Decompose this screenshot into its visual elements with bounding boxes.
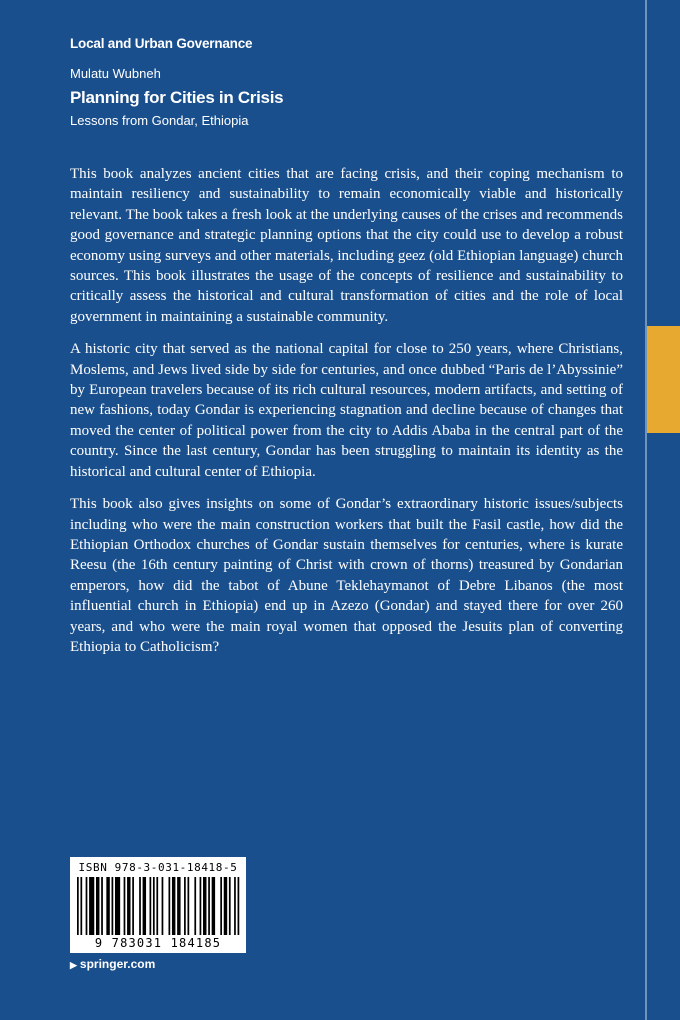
- publisher-link[interactable]: [70, 957, 155, 971]
- barcode-bar: [150, 877, 152, 935]
- barcode-bar: [184, 877, 186, 935]
- author-name: Mulatu Wubneh: [70, 66, 161, 81]
- barcode-bar: [89, 877, 94, 935]
- barcode-bar: [77, 877, 79, 935]
- barcode-bar: [132, 877, 134, 935]
- barcode-bar: [101, 877, 103, 935]
- barcode-bar: [96, 877, 99, 935]
- triangle-arrow-icon: ▶: [70, 960, 77, 970]
- spine-stripe: [645, 0, 647, 1020]
- gold-accent-block: [647, 326, 680, 433]
- isbn-barcode: [70, 857, 246, 953]
- barcode-bar: [168, 877, 170, 935]
- barcode-bar: [86, 877, 88, 935]
- barcode-bar: [200, 877, 202, 935]
- barcode-bar: [80, 877, 82, 935]
- barcode-bar: [106, 877, 109, 935]
- barcode-bar: [172, 877, 175, 935]
- barcode-bar: [208, 877, 210, 935]
- barcode-bar: [127, 877, 130, 935]
- blurb: [70, 164, 623, 669]
- barcode-bar: [194, 877, 196, 935]
- barcode-bar: [220, 877, 222, 935]
- barcode-digits: 9 783031 184185: [94, 936, 222, 950]
- barcode-bar: [187, 877, 189, 935]
- barcode-bar: [112, 877, 114, 935]
- barcode-bar: [124, 877, 126, 935]
- book-subtitle: Lessons from Gondar, Ethiopia: [70, 113, 249, 128]
- barcode-bar: [212, 877, 215, 935]
- blurb-paragraph-2: A historic city that served as the national capital for close to 250 years, where Christians, Moslems, and Jews lived side by side for centuries, and once dubbed “Paris de l’Abyssinie” by European travelers because of its rich cultural resources, modern artifacts, and setting of new fashions, today Gondar is experiencing stagnation and decline because of changes that moved the center of political power from the city to Addis Ababa in the central part of the country. Since the last century, Gondar has been struggling to maintain its identity as the historical and cultural center of Ethiopia.: [70, 341, 623, 480]
- barcode-bar: [162, 877, 164, 935]
- barcode-bar: [234, 877, 236, 935]
- blurb-paragraph-3: This book also gives insights on some of Gondar’s extraordinary historic issues/subjects including who were the main construction workers that built the Fasil castle, how did the Ethiopian Orthodox churches of Gondar sustain themselves for centuries, where is kurate Reesu (the 16th century painting of Christ with crown of thorns) treasured by Gondarian emperors, how did the tabot of Abune Teklehaymanot of Debre Libanos (the most influential church in Ethiopia) end up in Azezo (Gondar) and stayed there for over 260 years, and who were the main royal women that opposed the Jesuits plan of converting Ethiopia to Catholicism?: [70, 496, 623, 655]
- blurb-paragraph-1: This book analyzes ancient cities that are facing crisis, and their coping mechanism to maintain resiliency and sustainability to remain economically viable and historically relevant. The book takes a fresh look at the underlying causes of the crises and recommends good governance and strategic planning options that the city could use to develop a robust economy using surveys and other materials, including geez (old Ethiopian language) church sources. This book illustrates the usage of the concepts of resilience and sustainability to critically assess the historical and cultural transformation of cities and the role of local government in maintaining a sustainable community.: [70, 166, 623, 325]
- barcode-bar: [224, 877, 227, 935]
- barcode-bars: [77, 877, 241, 935]
- isbn-text: ISBN 978-3-031-18418-5: [78, 861, 238, 874]
- publisher-url: springer.com: [79, 957, 156, 971]
- barcode-bar: [203, 877, 206, 935]
- barcode-bar: [153, 877, 155, 935]
- barcode-bar: [238, 877, 240, 935]
- barcode-bar: [143, 877, 146, 935]
- barcode-bar: [139, 877, 141, 935]
- book-title: Planning for Cities in Crisis: [70, 88, 284, 107]
- barcode-bar: [177, 877, 180, 935]
- barcode-bar: [229, 877, 231, 935]
- series-name: Local and Urban Governance: [70, 36, 253, 51]
- barcode-bar: [156, 877, 158, 935]
- barcode-bar: [115, 877, 120, 935]
